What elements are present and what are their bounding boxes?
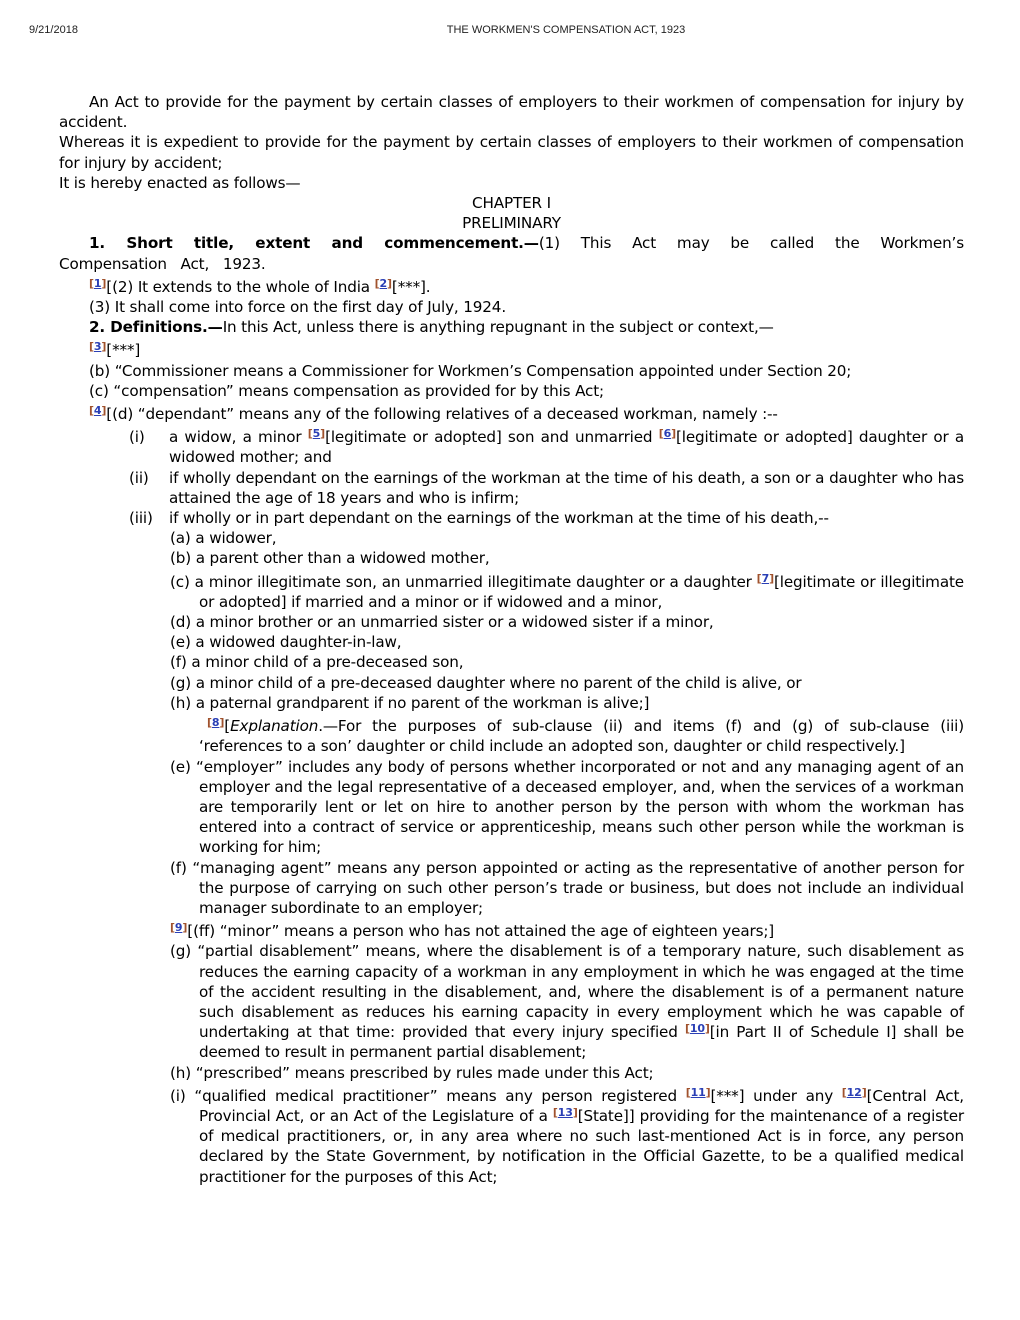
definition-d-ii: (ii) if wholly dependant on the earnings of the workman at the time of his death, a son or a daughter who has attained the age of 18 years and who is infirm;: [129, 468, 964, 507]
dependant-item-e: (e) a widowed daughter-in-law,: [170, 633, 402, 652]
footnote-link-13[interactable]: [13]: [552, 1105, 578, 1119]
section-1: [59, 233, 964, 273]
definition-d-i: (i) a widow, a minor [5][legitimate or adopted] son and unmarried [6][legitimate or adopted] daughter or a widowed mother; and: [129, 427, 964, 467]
footnote-link-1[interactable]: [1]: [89, 276, 107, 290]
dependant-item-a: (a) a widower,: [170, 529, 277, 548]
footnote-link-9[interactable]: [9]: [170, 921, 188, 935]
footnote-link-8[interactable]: [8]: [207, 716, 225, 730]
definition-d: [4][(d) “dependant” means any of the following relatives of a deceased workman, namely :--: [89, 404, 778, 424]
footnote-link-3[interactable]: [3]: [89, 340, 107, 354]
print-header-title: THE WORKMEN'S COMPENSATION ACT, 1923: [446, 24, 686, 36]
chapter-number: CHAPTER I: [472, 194, 551, 213]
act-document: [59, 92, 964, 1187]
dependant-item-c: (c) a minor illegitimate son, an unmarried illegitimate daughter or a daughter [7][legitimate or illegitimate or adopted] if married and a minor or if widowed and a minor,: [170, 571, 964, 611]
section-1-sub2: [1][(2) It extends to the whole of India [2][***].: [89, 276, 431, 296]
definition-a-omitted: [3][***]: [89, 340, 141, 360]
definition-h: (h) “prescribed” means prescribed by rules made under this Act;: [170, 1063, 654, 1082]
section-1-sub3: (3) It shall come into force on the first day of July, 1924.: [89, 298, 506, 317]
footnote-link-2[interactable]: [2]: [374, 276, 392, 290]
footnote-link-12[interactable]: [12]: [841, 1085, 867, 1099]
section-2-heading: 2. Definitions.—: [89, 318, 223, 337]
footnote-link-6[interactable]: [6]: [658, 427, 676, 441]
definition-i: (i) “qualified medical practitioner” means any person registered [11][***] under any [12][Central Act, Provincial Act, or an Act of the Legislature of a [13][State]] providing for the maintenance of a register of medical practitioners, or, in any area where no such last-mentioned Act is in force, any person declared by the State Government, by notification in the Official Gazette, to be a qualified medical practitioner for the purposes of this Act;: [170, 1085, 965, 1186]
definition-e: (e) “employer” includes any body of persons whether incorporated or not and any managing agent of an employer and the legal representative of a deceased employer, and, when the services of a workman are temporarily lent or let on hire to another person by the person with whom the workman has entered into a contract of service or apprenticeship, means such other person while the workman is working for him;: [170, 757, 964, 857]
print-date: 9/21/2018: [29, 24, 78, 36]
enactment-clause: It is hereby enacted as follows—: [59, 173, 301, 192]
dependant-item-d: (d) a minor brother or an unmarried sister or a widowed sister if a minor,: [170, 613, 714, 632]
long-title: An Act to provide for the payment by certain classes of employers to their workmen of compensation for injury by accident.: [59, 93, 964, 132]
definition-b: (b) “Commissioner means a Commissioner for Workmen’s Compensation appointed under Section 20;: [89, 361, 852, 380]
dependant-item-f: (f) a minor child of a pre-deceased son,: [170, 653, 464, 672]
whereas-clause: Whereas it is expedient to provide for the payment by certain classes of employers to their workmen of compensation for injury by accident;: [59, 133, 964, 172]
dependant-item-h: (h) a paternal grandparent if no parent of the workman is alive;]: [170, 693, 650, 712]
footnote-link-7[interactable]: [7]: [756, 571, 774, 585]
footnote-link-11[interactable]: [11]: [685, 1085, 711, 1099]
section-2: 2. Definitions.—In this Act, unless there is anything repugnant in the subject or context,—: [89, 318, 774, 337]
footnote-link-10[interactable]: [10]: [684, 1022, 710, 1036]
definition-c: (c) “compensation” means compensation as provided for by this Act;: [89, 381, 605, 400]
section-1-sub1: (1) This Act may be called the Workmen’s Compensation Act, 1923.: [59, 234, 964, 273]
section-1-heading: 1. Short title, extent and commencement.—: [89, 234, 539, 253]
definition-f: (f) “managing agent” means any person appointed or acting as the representative of another person for the purpose of carrying on such other person’s trade or business, but does not include an individual manager subordinate to an employer;: [170, 858, 964, 917]
definition-g: (g) “partial disablement” means, where the disablement is of a temporary nature, such disablement as reduces the earning capacity of a workman in any employment in which he was engaged at the time of the accident resulting in the disablement, and, where the disablement is of a permanent nature such disablement as reduces his earning capacity in every employment which he was capable of undertaking at that time: provided that every injury specified [10][in Part II of Schedule I] shall be deemed to result in permanent partial disablement;: [170, 942, 965, 1062]
footnote-link-4[interactable]: [4]: [89, 404, 107, 418]
chapter-title: PRELIMINARY: [462, 214, 561, 233]
definition-ff: [9][(ff) “minor” means a person who has not attained the age of eighteen years;]: [170, 921, 775, 941]
dependant-item-g: (g) a minor child of a pre-deceased daughter where no parent of the child is alive, or: [170, 673, 802, 692]
explanation: [8][Explanation.—For the purposes of sub-clause (ii) and items (f) and (g) of sub-clause (iii) ‘references to a son’ daughter or child include an adopted son, daughter or child respectively.]: [199, 716, 964, 756]
definition-d-iii: (iii) if wholly or in part dependant on the earnings of the workman at the time of his death,--: [129, 509, 829, 528]
footnote-link-5[interactable]: [5]: [307, 427, 326, 441]
dependant-item-b: (b) a parent other than a widowed mother,: [170, 549, 490, 568]
